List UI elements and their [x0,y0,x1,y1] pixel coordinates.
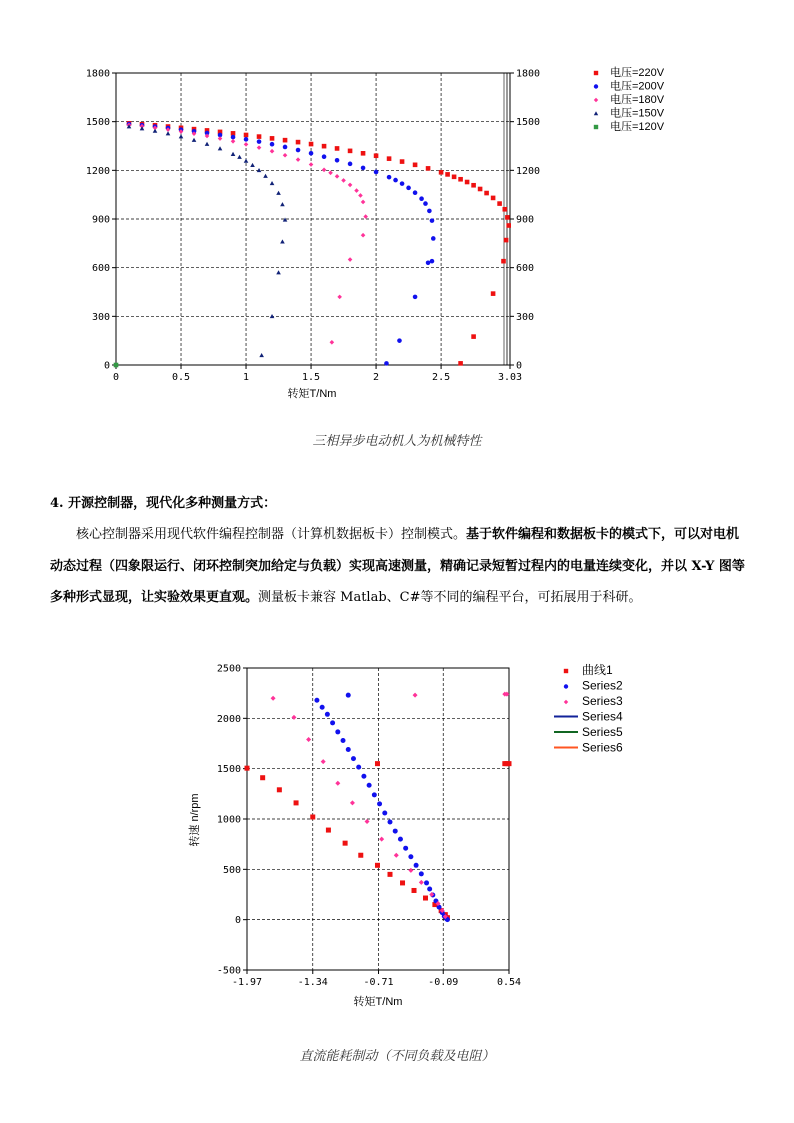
x-tick-label: 0 [112,372,120,383]
y-tick-label: 300 [91,311,110,323]
data-point [426,166,431,171]
data-point [367,783,372,788]
legend-marker [594,84,598,88]
legend-label: Series3 [582,694,623,708]
x-tick-label: 0.54 [496,977,522,988]
chart2-xlabel: 转矩T/Nm [353,996,403,1008]
chart1-grid [116,73,510,365]
data-point [501,259,506,264]
section-heading: 4. 开源控制器，现代化多种测量方式： [50,496,277,511]
data-point [277,787,282,792]
y-tick-label: 1500 [216,764,241,776]
data-point [356,765,361,770]
y2-tick-label: 1200 [516,165,541,177]
data-point [491,196,496,201]
data-point [465,180,470,185]
data-point [348,162,353,167]
y2-tick-label: 0 [516,360,523,372]
data-point [388,820,393,825]
data-point [427,209,432,214]
data-point [413,295,418,300]
data-point [330,720,335,725]
data-point [502,207,507,212]
data-point [374,153,379,158]
data-point [231,135,236,140]
chart2-caption: 直流能耗制动（不同负载及电阻） [299,1049,495,1064]
data-point [484,191,489,196]
chart2-ylabel: 转速 n/rpm [189,793,201,847]
chart1-legend [594,65,665,133]
data-point [387,156,392,161]
data-point [414,863,419,868]
y-tick-label: 900 [91,214,110,226]
data-point [388,872,393,877]
section-paragraph [50,519,750,614]
paragraph-intro: 核心控制器采用现代软件编程控制器（计算机数据板卡）控制模式。 [76,527,467,542]
data-point [387,175,392,180]
data-point [506,223,511,228]
x-tick-label: -0.71 [363,977,394,988]
data-point [346,693,351,698]
y2-tick-label: 600 [516,263,535,275]
data-point [431,236,436,241]
data-point [458,177,463,182]
y-tick-label: 1500 [85,117,110,129]
data-point [412,888,417,893]
legend-label: 电压=200V [610,80,665,93]
data-point [439,170,444,175]
data-point [244,133,249,138]
chart2 [0,650,794,1030]
data-point [326,828,331,833]
chart1-caption: 三相异步电动机人为机械特性 [312,434,482,449]
data-point [374,170,379,175]
y-tick-label: 600 [91,263,110,275]
legend-marker [564,669,568,673]
data-point [341,738,346,743]
data-point [384,361,389,366]
x-tick-label: 2 [373,372,380,383]
paragraph-bold: 基于软件编程和数据板卡的模式下，可以对电机动态过程（四象限运行、闭环控制突加给定与负载）实现高速测量，精确记录短暂过程内的电量连续变化，并以 X-Y 图等多种形式显现，让实验效果更直观。 [50,527,745,605]
data-point [471,334,476,339]
data-point [310,814,315,819]
y-tick-label: 0 [103,360,110,372]
legend-label: Series2 [582,678,623,693]
data-point [400,159,405,164]
data-point [283,145,288,150]
data-point [361,151,366,156]
data-point [423,896,428,901]
legend-marker [594,111,598,115]
x-tick-label: 3.03 [497,372,523,383]
data-point [427,886,432,891]
data-point [393,829,398,834]
y2-tick-label: 900 [516,214,535,226]
data-point [445,172,450,177]
legend-label: 电压=220V [610,67,665,79]
legend-marker [564,684,568,688]
data-point [452,175,457,180]
data-point [244,137,249,142]
data-point [309,151,314,156]
data-point [430,218,435,223]
data-point [335,729,340,734]
data-point [505,215,510,220]
y2-tick-label: 1500 [516,117,541,129]
legend-label: 电压=180V [610,94,665,106]
data-point [491,291,496,296]
data-point [257,139,262,144]
data-point [413,163,418,168]
data-point [426,261,431,266]
legend-label: 电压=120V [610,121,665,133]
legend-marker [564,700,568,704]
data-point [398,837,403,842]
data-point [419,871,424,876]
data-point [296,148,301,153]
data-point [393,178,398,183]
data-point [335,146,340,151]
y-tick-label: 500 [222,864,241,876]
data-point [270,142,275,147]
legend-label: Series4 [582,709,623,724]
data-point [325,712,330,717]
data-point [335,158,340,163]
data-point [260,775,265,780]
x-tick-label: 1.5 [302,372,321,383]
data-point [400,181,405,186]
y-tick-label: 1800 [85,68,110,80]
data-point [497,201,502,206]
data-point [257,134,262,139]
legend-marker [594,71,598,75]
data-point [382,810,387,815]
y2-tick-label: 300 [516,311,535,323]
y-tick-label: 2000 [216,713,241,725]
data-point [346,747,351,752]
y-tick-label: 0 [234,915,241,927]
data-point [320,705,325,710]
x-tick-label: -1.97 [231,977,263,988]
data-point [406,186,411,191]
data-point [322,144,327,149]
data-point [423,201,428,206]
y-tick-label: -500 [216,965,241,977]
data-point [458,361,463,366]
legend-marker [594,98,598,102]
legend-marker [594,125,598,129]
data-point [309,142,314,147]
legend-label: Series5 [582,725,623,739]
data-point [314,698,319,703]
data-point [397,338,402,343]
y-tick-label: 2500 [216,663,241,675]
data-point [408,854,413,859]
data-point [294,800,299,805]
data-point [419,196,424,201]
data-point [343,841,348,846]
data-point [361,166,366,171]
x-tick-label: 0.5 [171,372,191,383]
data-point [361,774,366,779]
legend-label: 曲线1 [582,663,613,677]
data-point [478,187,483,192]
x-tick-label: -1.34 [297,977,328,988]
data-point [358,853,363,858]
data-point [351,756,356,761]
data-point [348,149,353,154]
chart1-xlabel: 转矩T/Nm [287,388,337,400]
paragraph-end: 测量板卡兼容 Matlab、C#等不同的编程平台，可拓展用于科研。 [258,590,642,605]
legend-label: 电压=150V [610,107,665,120]
data-point [403,846,408,851]
data-point [375,761,380,766]
data-point [270,136,275,141]
data-point [504,238,509,243]
data-point [400,880,405,885]
data-point [296,140,301,145]
data-point [283,138,288,143]
y2-tick-label: 1800 [516,68,541,80]
data-point [424,880,429,885]
data-point [114,363,119,368]
data-point [375,863,380,868]
data-point [372,792,377,797]
chart2-grid [247,668,509,970]
data-point [245,766,250,771]
data-point [322,154,327,159]
legend-label: Series6 [582,740,623,755]
data-point [507,761,512,766]
x-tick-label: 2.5 [432,372,451,383]
x-tick-label: -0.09 [428,977,459,988]
x-tick-label: 1 [243,372,250,383]
data-point [377,801,382,806]
y-tick-label: 1200 [85,165,110,177]
chart2-legend [554,662,623,755]
y-tick-label: 1000 [216,814,241,826]
data-point [471,183,476,188]
chart1 [0,0,794,440]
data-point [413,190,418,195]
